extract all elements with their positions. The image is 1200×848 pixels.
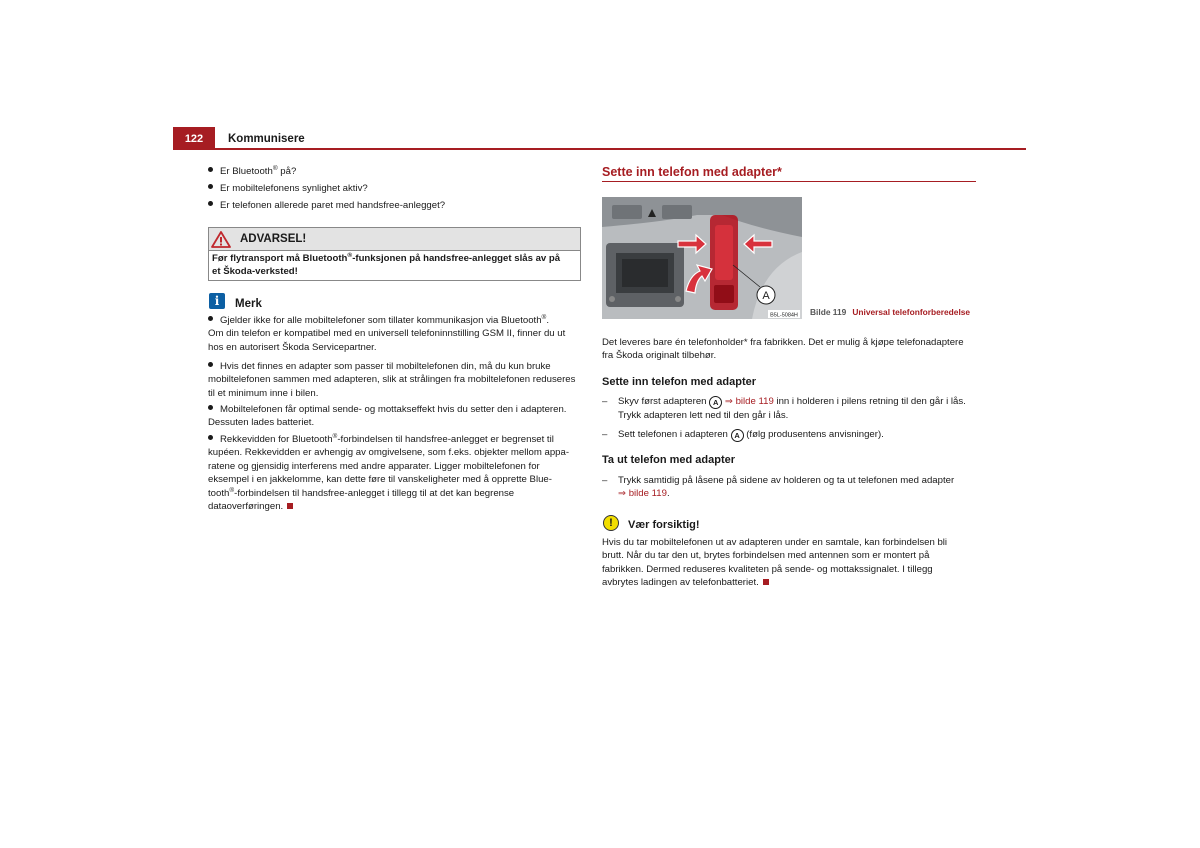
step-text: . (666, 488, 670, 500)
step-text: Skyv først adapteren (618, 396, 707, 407)
dash-marker: – (602, 475, 608, 486)
caution-title: Vær forsiktig! (628, 519, 700, 531)
warning-text-part: -funksjonen på handsfree-anlegget slås av på (352, 253, 561, 264)
caution-text (602, 536, 976, 590)
step-text: inn i holderen i pilens retning til den går i lås. (776, 396, 966, 407)
bullet-dot (208, 435, 213, 440)
bullet-dot (208, 184, 213, 189)
note-paragraph (208, 314, 583, 354)
registered-mark: ® (347, 252, 353, 259)
note-text: Dessuten lades batteriet. (208, 417, 315, 429)
dash-marker: – (602, 429, 608, 440)
warning-text (212, 252, 578, 278)
note-text: tooth (208, 487, 230, 499)
note-text: Rekkevidden for Bluetooth (220, 434, 333, 445)
note-text: Hvis det finnes en adapter som passer til mobiltelefonen din, må du kun bruke (220, 361, 551, 372)
insert-subheading: Sette inn telefon med adapter (602, 376, 757, 388)
caution-line: avbrytes ladingen av telefonbatteriet. (602, 577, 759, 589)
caution-line: Hvis du tar mobiltelefonen ut av adapteren under en samtale, kan forbindelsen bli (602, 537, 948, 548)
figure-caption (810, 307, 970, 317)
note-text: mobiltelefonen sammen med adapteren, slik at strålingen fra mobiltelefonen reduseres (208, 374, 576, 386)
step-text: Trykk samtidig på låsene på sidene av holderen og ta ut telefonen med adapter (618, 475, 955, 486)
header-rule (173, 148, 1026, 150)
info-icon: i (209, 293, 225, 309)
figure-phone-adapter (602, 197, 802, 319)
step-text: Sett telefonen i adapteren (618, 429, 728, 440)
bullet-text: Er telefonen allerede paret med handsfree-anlegget? (220, 200, 446, 211)
note-text: dataoverføringen. (208, 501, 284, 513)
page-number: 122 (184, 133, 204, 145)
step-text: Trykk adapteren lett ned til den går i lås. (618, 410, 789, 421)
note-text: Om din telefon er kompatibel med en universell telefoninnstilling GSM II, finner du ut (208, 328, 566, 340)
bullet-dot (208, 201, 213, 206)
note-text: eksempel i en jakkelomme, kan dette føre til vanskeligheter med å opprette Blue- (208, 474, 552, 486)
circled-a-label: A (731, 429, 744, 442)
note-text: hos en autorisert Škoda Servicepartner. (208, 341, 377, 353)
section-end-mark (287, 503, 293, 509)
caution-icon: ! (603, 515, 619, 531)
note-paragraph (208, 360, 583, 400)
bullet-text: Er mobiltelefonens synlighet aktiv? (220, 183, 368, 194)
figure-reference-link[interactable]: ⇒ bilde 119 (724, 396, 774, 407)
warning-text-part: Før flytransport må Bluetooth (212, 253, 348, 264)
registered-mark: ® (332, 433, 338, 440)
remove-subheading: Ta ut telefon med adapter (602, 454, 736, 466)
note-text: kupéen. Rekkevidden er avhengig av omgivelsene, som f.eks. objekter mellom appa- (208, 447, 570, 459)
note-text: Mobiltelefonen får optimal sende- og mottakseffekt hvis du setter den i adapteren. (220, 404, 567, 415)
figure-caption-label: Bilde 119 (810, 307, 847, 317)
registered-mark: ® (541, 314, 547, 321)
bullet-dot (208, 405, 213, 410)
insert-step-2 (602, 428, 976, 442)
intro-text: Det leveres bare én telefonholder* fra fabrikken. Det er mulig å kjøpe telefonadaptere (602, 337, 964, 348)
note-text: -forbindelsen til handsfree-anlegget i tillegg til at det kan begrense (234, 487, 515, 499)
bullet-item (208, 182, 368, 195)
figure-caption-text: Universal telefonforberedelse (852, 307, 971, 317)
step-text: (følg produsentens anvisninger). (746, 429, 884, 440)
intro-paragraph (602, 336, 976, 363)
figure-code: B5L-5084H (770, 312, 798, 319)
note-text: . (546, 315, 550, 326)
note-text: Gjelder ikke for alle mobiltelefoner som tillater kommunikasjon via Bluetooth (220, 315, 542, 326)
bullet-dot (208, 362, 213, 367)
dash-marker: – (602, 396, 608, 407)
warning-text-part: et Škoda-verksted! (212, 266, 298, 277)
remove-step (602, 474, 976, 501)
caution-line: fabrikken. Dermed reduseres kvaliteten på sende- og mottakssignalet. I tillegg (602, 563, 933, 575)
note-paragraph (208, 403, 583, 430)
figure-label-a: A (762, 290, 770, 302)
bullet-dot (208, 316, 213, 321)
warning-triangle-icon (211, 231, 231, 248)
section-end-mark (763, 579, 769, 585)
registered-mark: ® (272, 165, 278, 172)
bullet-text: Er Bluetooth (220, 166, 273, 177)
note-text: -forbindelsen til handsfree-anlegget er begrenset til (337, 434, 554, 445)
chapter-title: Kommunisere (228, 133, 305, 145)
caution-line: brutt. Når du tar den ut, brytes forbindelsen med antennen som er montert på (602, 550, 930, 562)
section-rule (602, 181, 976, 182)
bullet-item (208, 165, 296, 178)
intro-text: fra Škoda originalt tilbehør. (602, 350, 717, 362)
warning-title: ADVARSEL! (240, 233, 307, 245)
insert-step-1 (602, 395, 976, 422)
bullet-text: på? (277, 166, 297, 177)
section-title: Sette inn telefon med adapter* (602, 165, 782, 179)
note-title: Merk (235, 298, 262, 310)
note-text: til et minimum inne i bilen. (208, 387, 319, 399)
bullet-item (208, 199, 445, 212)
figure-reference-link[interactable]: ⇒ bilde 119 (618, 488, 667, 500)
circled-a-label: A (709, 396, 722, 409)
bullet-dot (208, 167, 213, 172)
registered-mark: ® (229, 486, 235, 494)
note-paragraph (208, 433, 583, 513)
note-text: ratene og gjensidig interferens med andre apparater. Ligger mobiltelefonen for (208, 460, 540, 472)
